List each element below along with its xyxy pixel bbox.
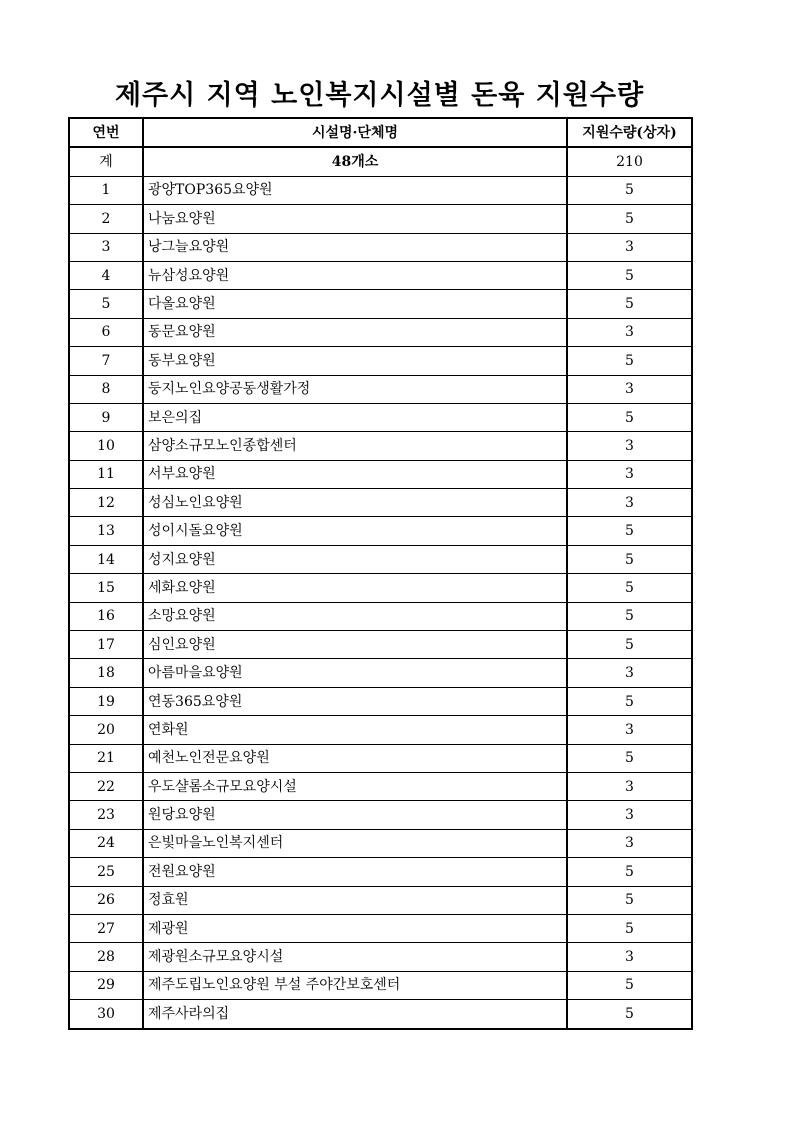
support-qty: 5: [567, 517, 692, 545]
support-qty: 3: [567, 659, 692, 687]
facility-name: 제주사라의집: [143, 1000, 567, 1029]
support-qty: 5: [567, 914, 692, 942]
total-qty: 210: [567, 147, 692, 176]
facility-name: 원당요양원: [143, 801, 567, 829]
facility-name: 심인요양원: [143, 631, 567, 659]
row-number: 2: [69, 205, 143, 233]
row-number: 29: [69, 971, 143, 999]
header-no: 연번: [69, 118, 143, 147]
facility-name: 동부요양원: [143, 347, 567, 375]
row-number: 19: [69, 687, 143, 715]
facility-name: 세화요양원: [143, 574, 567, 602]
row-number: 7: [69, 347, 143, 375]
facility-name: 정효원: [143, 886, 567, 914]
support-qty: 5: [567, 290, 692, 318]
table-row: [69, 176, 692, 204]
table-row: [69, 403, 692, 431]
row-number: 22: [69, 772, 143, 800]
row-number: 1: [69, 176, 143, 204]
table-row: [69, 205, 692, 233]
support-qty: 5: [567, 205, 692, 233]
row-number: 30: [69, 1000, 143, 1029]
facility-name: 연화원: [143, 716, 567, 744]
row-number: 23: [69, 801, 143, 829]
facility-name: 은빛마을노인복지센터: [143, 829, 567, 857]
facility-name: 성지요양원: [143, 545, 567, 573]
row-number: 12: [69, 489, 143, 517]
facility-name: 둥지노인요양공동생활가정: [143, 375, 567, 403]
support-qty: 5: [567, 176, 692, 204]
facility-name: 제광원: [143, 914, 567, 942]
table-row: [69, 432, 692, 460]
support-qty: 5: [567, 347, 692, 375]
support-qty: 5: [567, 602, 692, 630]
table-row: [69, 801, 692, 829]
facility-name: 광양TOP365요양원: [143, 176, 567, 204]
facility-name: 보은의집: [143, 403, 567, 431]
support-qty: 5: [567, 971, 692, 999]
facility-name: 소망요양원: [143, 602, 567, 630]
row-number: 27: [69, 914, 143, 942]
facility-name: 성심노인요양원: [143, 489, 567, 517]
table-row: [69, 971, 692, 999]
row-number: 17: [69, 631, 143, 659]
row-number: 15: [69, 574, 143, 602]
total-row: [69, 147, 692, 176]
row-number: 11: [69, 460, 143, 488]
support-qty: 3: [567, 318, 692, 346]
table-row: [69, 744, 692, 772]
support-qty: 3: [567, 432, 692, 460]
table-row: [69, 602, 692, 630]
support-qty: 5: [567, 886, 692, 914]
table-row: [69, 886, 692, 914]
table-row: [69, 545, 692, 573]
facility-name: 연동365요양원: [143, 687, 567, 715]
support-qty: 3: [567, 375, 692, 403]
support-qty: 5: [567, 1000, 692, 1029]
header-name: 시설명·단체명: [143, 118, 567, 147]
table-row: [69, 489, 692, 517]
facility-name: 예천노인전문요양원: [143, 744, 567, 772]
table-row: [69, 1000, 692, 1029]
total-facility-count: 48개소: [143, 147, 567, 176]
facility-name: 낭그늘요양원: [143, 233, 567, 261]
table-row: [69, 290, 692, 318]
facility-name: 뉴삼성요양원: [143, 261, 567, 289]
support-qty: 5: [567, 744, 692, 772]
table-row: [69, 829, 692, 857]
row-number: 3: [69, 233, 143, 261]
support-qty: 5: [567, 403, 692, 431]
facility-name: 다올요양원: [143, 290, 567, 318]
facility-name: 전원요양원: [143, 858, 567, 886]
support-qty: 3: [567, 829, 692, 857]
table-row: [69, 858, 692, 886]
support-qty: 5: [567, 261, 692, 289]
row-number: 8: [69, 375, 143, 403]
table-row: [69, 772, 692, 800]
row-number: 26: [69, 886, 143, 914]
facility-table: [68, 117, 693, 1030]
support-qty: 3: [567, 943, 692, 971]
row-number: 9: [69, 403, 143, 431]
header-row: [69, 118, 692, 147]
facility-name: 성이시돌요양원: [143, 517, 567, 545]
table-row: [69, 659, 692, 687]
row-number: 28: [69, 943, 143, 971]
row-number: 13: [69, 517, 143, 545]
row-number: 25: [69, 858, 143, 886]
facility-name: 제광원소규모요양시설: [143, 943, 567, 971]
facility-name: 서부요양원: [143, 460, 567, 488]
table-row: [69, 631, 692, 659]
facility-name: 나눔요양원: [143, 205, 567, 233]
row-number: 18: [69, 659, 143, 687]
support-qty: 3: [567, 489, 692, 517]
support-qty: 3: [567, 233, 692, 261]
row-number: 4: [69, 261, 143, 289]
row-number: 24: [69, 829, 143, 857]
facility-name: 아름마을요양원: [143, 659, 567, 687]
row-number: 21: [69, 744, 143, 772]
facility-name: 삼양소규모노인종합센터: [143, 432, 567, 460]
table-row: [69, 943, 692, 971]
support-qty: 5: [567, 545, 692, 573]
row-number: 5: [69, 290, 143, 318]
table-row: [69, 687, 692, 715]
row-number: 16: [69, 602, 143, 630]
support-qty: 5: [567, 631, 692, 659]
support-qty: 3: [567, 716, 692, 744]
support-qty: 5: [567, 574, 692, 602]
table-row: [69, 517, 692, 545]
row-number: 14: [69, 545, 143, 573]
table-row: [69, 261, 692, 289]
table-row: [69, 375, 692, 403]
total-label: 계: [69, 147, 143, 176]
table-row: [69, 716, 692, 744]
facility-name: 동문요양원: [143, 318, 567, 346]
row-number: 6: [69, 318, 143, 346]
row-number: 20: [69, 716, 143, 744]
support-qty: 3: [567, 772, 692, 800]
row-number: 10: [69, 432, 143, 460]
table-row: [69, 914, 692, 942]
table-row: [69, 318, 692, 346]
page-title: 제주시 지역 노인복지시설별 돈육 지원수량: [114, 80, 645, 111]
support-qty: 3: [567, 801, 692, 829]
facility-name: 우도샬롬소규모요양시설: [143, 772, 567, 800]
facility-name: 제주도립노인요양원 부설 주야간보호센터: [143, 971, 567, 999]
support-qty: 5: [567, 858, 692, 886]
table-row: [69, 233, 692, 261]
table-row: [69, 460, 692, 488]
support-qty: 5: [567, 687, 692, 715]
header-qty: 지원수량(상자): [567, 118, 692, 147]
table-row: [69, 574, 692, 602]
support-qty: 3: [567, 460, 692, 488]
table-row: [69, 347, 692, 375]
